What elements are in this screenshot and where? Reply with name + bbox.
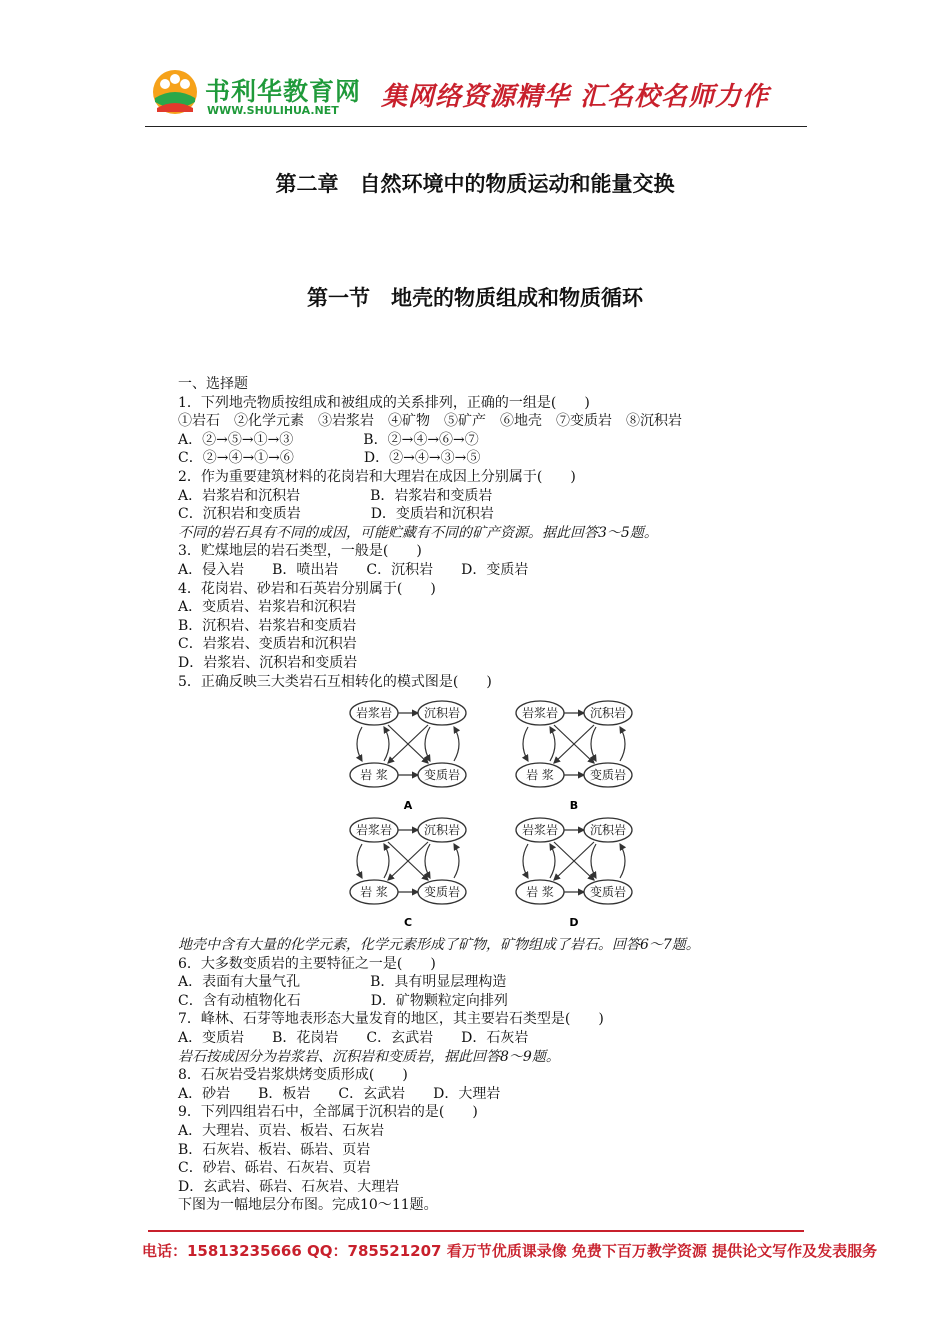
cycle-arrow <box>425 727 430 761</box>
rock-node-label: 岩浆岩 <box>355 706 393 721</box>
content-line: A．表面有大量气孔 B．具有明显层理构造 <box>178 974 507 991</box>
intro-text: 地壳中含有大量的化学元素，化学元素形成了矿物，矿物组成了岩石。回答6～7题。 <box>178 937 700 954</box>
page-header <box>145 66 805 128</box>
content-line: A．②→⑤→①→③ B．②→④→⑥→⑦ <box>178 431 479 448</box>
cycle-arrow <box>454 727 459 761</box>
intro-text: 岩石按成因分为岩浆岩、沉积岩和变质岩，据此回答8～9题。 <box>178 1048 560 1065</box>
rock-node-label: 变质岩 <box>423 768 461 783</box>
content-line: 4．花岗岩、砂岩和石英岩分别属于( ) <box>178 580 436 597</box>
diagram-option-label: D <box>569 916 579 930</box>
cycle-arrow <box>550 727 555 761</box>
rock-node-label: 岩 浆 <box>526 768 554 783</box>
header-divider <box>145 126 807 127</box>
content-line: 2．作为重要建筑材料的花岗岩和大理岩在成因上分别属于( ) <box>178 468 576 485</box>
content-line: 一、选择题 <box>178 376 248 392</box>
content-line: C．②→④→①→⑥ D．②→④→③→⑤ <box>178 450 481 467</box>
content-line: A．砂岩 B．板岩 C．玄武岩 D．大理岩 <box>178 1085 501 1102</box>
diagram-option-label: B <box>569 799 579 813</box>
brand-url: WWW.SHULIHUA.NET <box>207 104 339 117</box>
content-line: D．玄武岩、砾岩、石灰岩、大理岩 <box>178 1178 400 1195</box>
content-line: C．砂岩、砾岩、石灰岩、页岩 <box>178 1160 371 1177</box>
content-line: 下图为一幅地层分布图。完成10～11题。 <box>178 1197 438 1214</box>
rock-node-label: 变质岩 <box>589 768 627 783</box>
cycle-arrow <box>620 727 625 761</box>
cycle-arrow <box>523 844 528 878</box>
content-line: C．岩浆岩、变质岩和沉积岩 <box>178 636 357 653</box>
content-line: 7．峰林、石芽等地表形态大量发育的地区，其主要岩石类型是( ) <box>178 1011 604 1028</box>
content-line: A．变质岩 B．花岗岩 C．玄武岩 D．石灰岩 <box>178 1030 529 1047</box>
rock-node-label: 岩浆岩 <box>521 823 559 838</box>
content-line: 5．正确反映三大类岩石互相转化的模式图是( ) <box>178 673 492 690</box>
header-slogan: 集网络资源精华 汇名校名师力作 <box>381 82 770 112</box>
content-line: 9．下列四组岩石中，全部属于沉积岩的是( ) <box>178 1104 478 1121</box>
brand-name: 书利华教育网 <box>205 77 362 106</box>
content-line: 8．石灰岩受岩浆烘烤变质形成( ) <box>178 1067 408 1084</box>
rock-node-label: 沉积岩 <box>589 823 627 838</box>
content-line: B．沉积岩、岩浆岩和变质岩 <box>178 617 357 634</box>
brand-logo-icon <box>151 68 199 116</box>
footer-contact: 电话：15813235666 QQ：785521207 看万节优质课录像 免费下百万教学资源 提供论文写作及发表服务 <box>142 1242 878 1260</box>
cycle-arrow <box>454 844 459 878</box>
content-line: B．石灰岩、板岩、砾岩、页岩 <box>178 1141 371 1158</box>
content-line: A．岩浆岩和沉积岩 B．岩浆岩和变质岩 <box>178 487 493 504</box>
content-line: A．变质岩、岩浆岩和沉积岩 <box>178 599 357 616</box>
content-line: A．大理岩、页岩、板岩、石灰岩 <box>178 1123 385 1140</box>
diagram-option-label: C <box>403 916 413 930</box>
rock-node-label: 变质岩 <box>423 885 461 900</box>
rock-node-label: 岩 浆 <box>360 885 388 900</box>
cycle-arrow <box>384 844 389 878</box>
cycle-arrow <box>523 727 528 761</box>
rock-node-label: 沉积岩 <box>423 706 461 721</box>
cycle-arrow <box>620 844 625 878</box>
rock-node-label: 岩 浆 <box>526 885 554 900</box>
rock-cycle-diagrams <box>178 691 818 936</box>
rock-cycle-diagram-svg <box>178 691 818 936</box>
cycle-arrow <box>357 727 362 761</box>
rock-node-label: 岩浆岩 <box>521 706 559 721</box>
chapter-title: 第二章 自然环境中的物质运动和能量交换 <box>275 172 675 196</box>
cycle-arrow <box>384 727 389 761</box>
rock-node-label: 岩 浆 <box>360 768 388 783</box>
content-line: 3．贮煤地层的岩石类型，一般是( ) <box>178 543 422 560</box>
cycle-arrow <box>425 844 430 878</box>
cycle-arrow <box>591 727 596 761</box>
content-line: D．岩浆岩、沉积岩和变质岩 <box>178 654 358 671</box>
cycle-arrow <box>591 844 596 878</box>
intro-text: 不同的岩石具有不同的成因，可能贮藏有不同的矿产资源。据此回答3～5题。 <box>178 524 658 541</box>
content-line: 6．大多数变质岩的主要特征之一是( ) <box>178 955 436 972</box>
content-line: C．沉积岩和变质岩 D．变质岩和沉积岩 <box>178 506 494 523</box>
rock-node-label: 沉积岩 <box>423 823 461 838</box>
diagram-option-label: A <box>403 799 413 813</box>
footer-divider <box>148 1230 804 1232</box>
cycle-arrow <box>357 844 362 878</box>
content-line: ①岩石 ②化学元素 ③岩浆岩 ④矿物 ⑤矿产 ⑥地壳 ⑦变质岩 ⑧沉积岩 <box>178 413 682 430</box>
question-content <box>178 375 818 1215</box>
cycle-arrow <box>550 844 555 878</box>
content-line: A．侵入岩 B．喷出岩 C．沉积岩 D．变质岩 <box>178 561 529 578</box>
rock-node-label: 变质岩 <box>589 885 627 900</box>
section-title: 第一节 地壳的物质组成和物质循环 <box>307 286 643 310</box>
content-line: C．含有动植物化石 D．矿物颗粒定向排列 <box>178 992 508 1009</box>
rock-node-label: 岩浆岩 <box>355 823 393 838</box>
rock-node-label: 沉积岩 <box>589 706 627 721</box>
content-line: 1．下列地壳物质按组成和被组成的关系排列，正确的一组是( ) <box>178 394 590 411</box>
